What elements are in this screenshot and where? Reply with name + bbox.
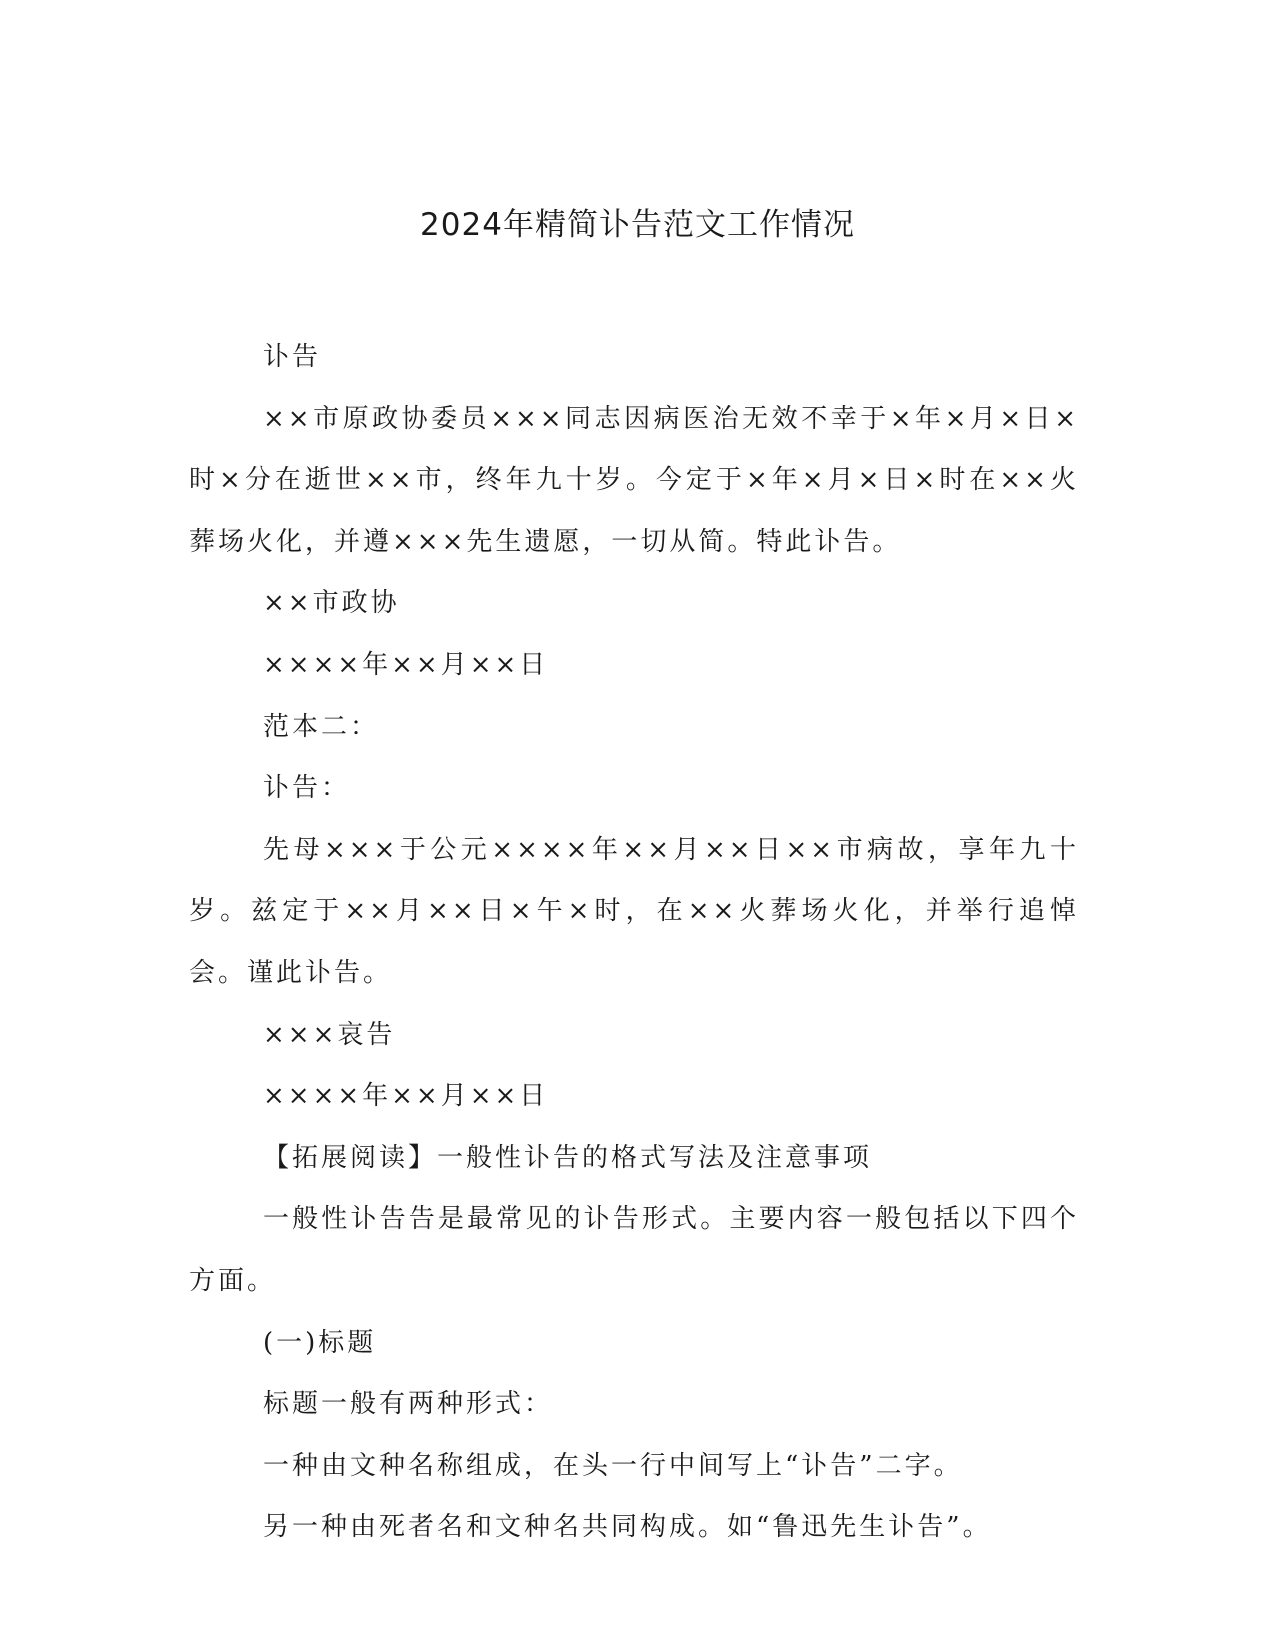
paragraph: 讣告 xyxy=(263,342,322,372)
paragraph: 先母×××于公元××××年××月××日××市病故，享年九十岁。兹定于××月××日×午×时，在××火葬场火化，并举行追悼会。谨此讣告。 xyxy=(189,834,1079,988)
paragraph: 讣告： xyxy=(263,773,351,804)
paragraph: 范本二： xyxy=(263,711,380,742)
paragraph: 一种由文种名称组成，在头一行中间写上“讣告”二字。 xyxy=(263,1450,963,1481)
paragraph: 另一种由死者名和文种名共同构成。如“鲁迅先生讣告”。 xyxy=(263,1512,992,1543)
paragraph: ××××年××月××日 xyxy=(263,649,549,680)
document-title: 2024年精简讣告范文工作情况 xyxy=(420,207,855,243)
paragraph: 一般性讣告告是最常见的讣告形式。主要内容一般包括以下四个方面。 xyxy=(189,1204,1079,1296)
document-body xyxy=(189,327,1079,1559)
paragraph: ××市政协 xyxy=(263,588,400,619)
paragraph: 【拓展阅读】一般性讣告的格式写法及注意事项 xyxy=(263,1142,873,1173)
paragraph: 标题一般有两种形式： xyxy=(263,1389,554,1420)
paragraph: ××市原政协委员×××同志因病医治无效不幸于×年×月×日×时×分在逝世××市，终年九十岁。今定于×年×月×日×时在××火葬场火化，并遵×××先生遗愿，一切从简。特此讣告。 xyxy=(189,403,1079,557)
paragraph: ××××年××月××日 xyxy=(263,1081,549,1112)
paragraph: (一)标题 xyxy=(263,1327,377,1358)
paragraph: ×××哀告 xyxy=(263,1019,396,1050)
